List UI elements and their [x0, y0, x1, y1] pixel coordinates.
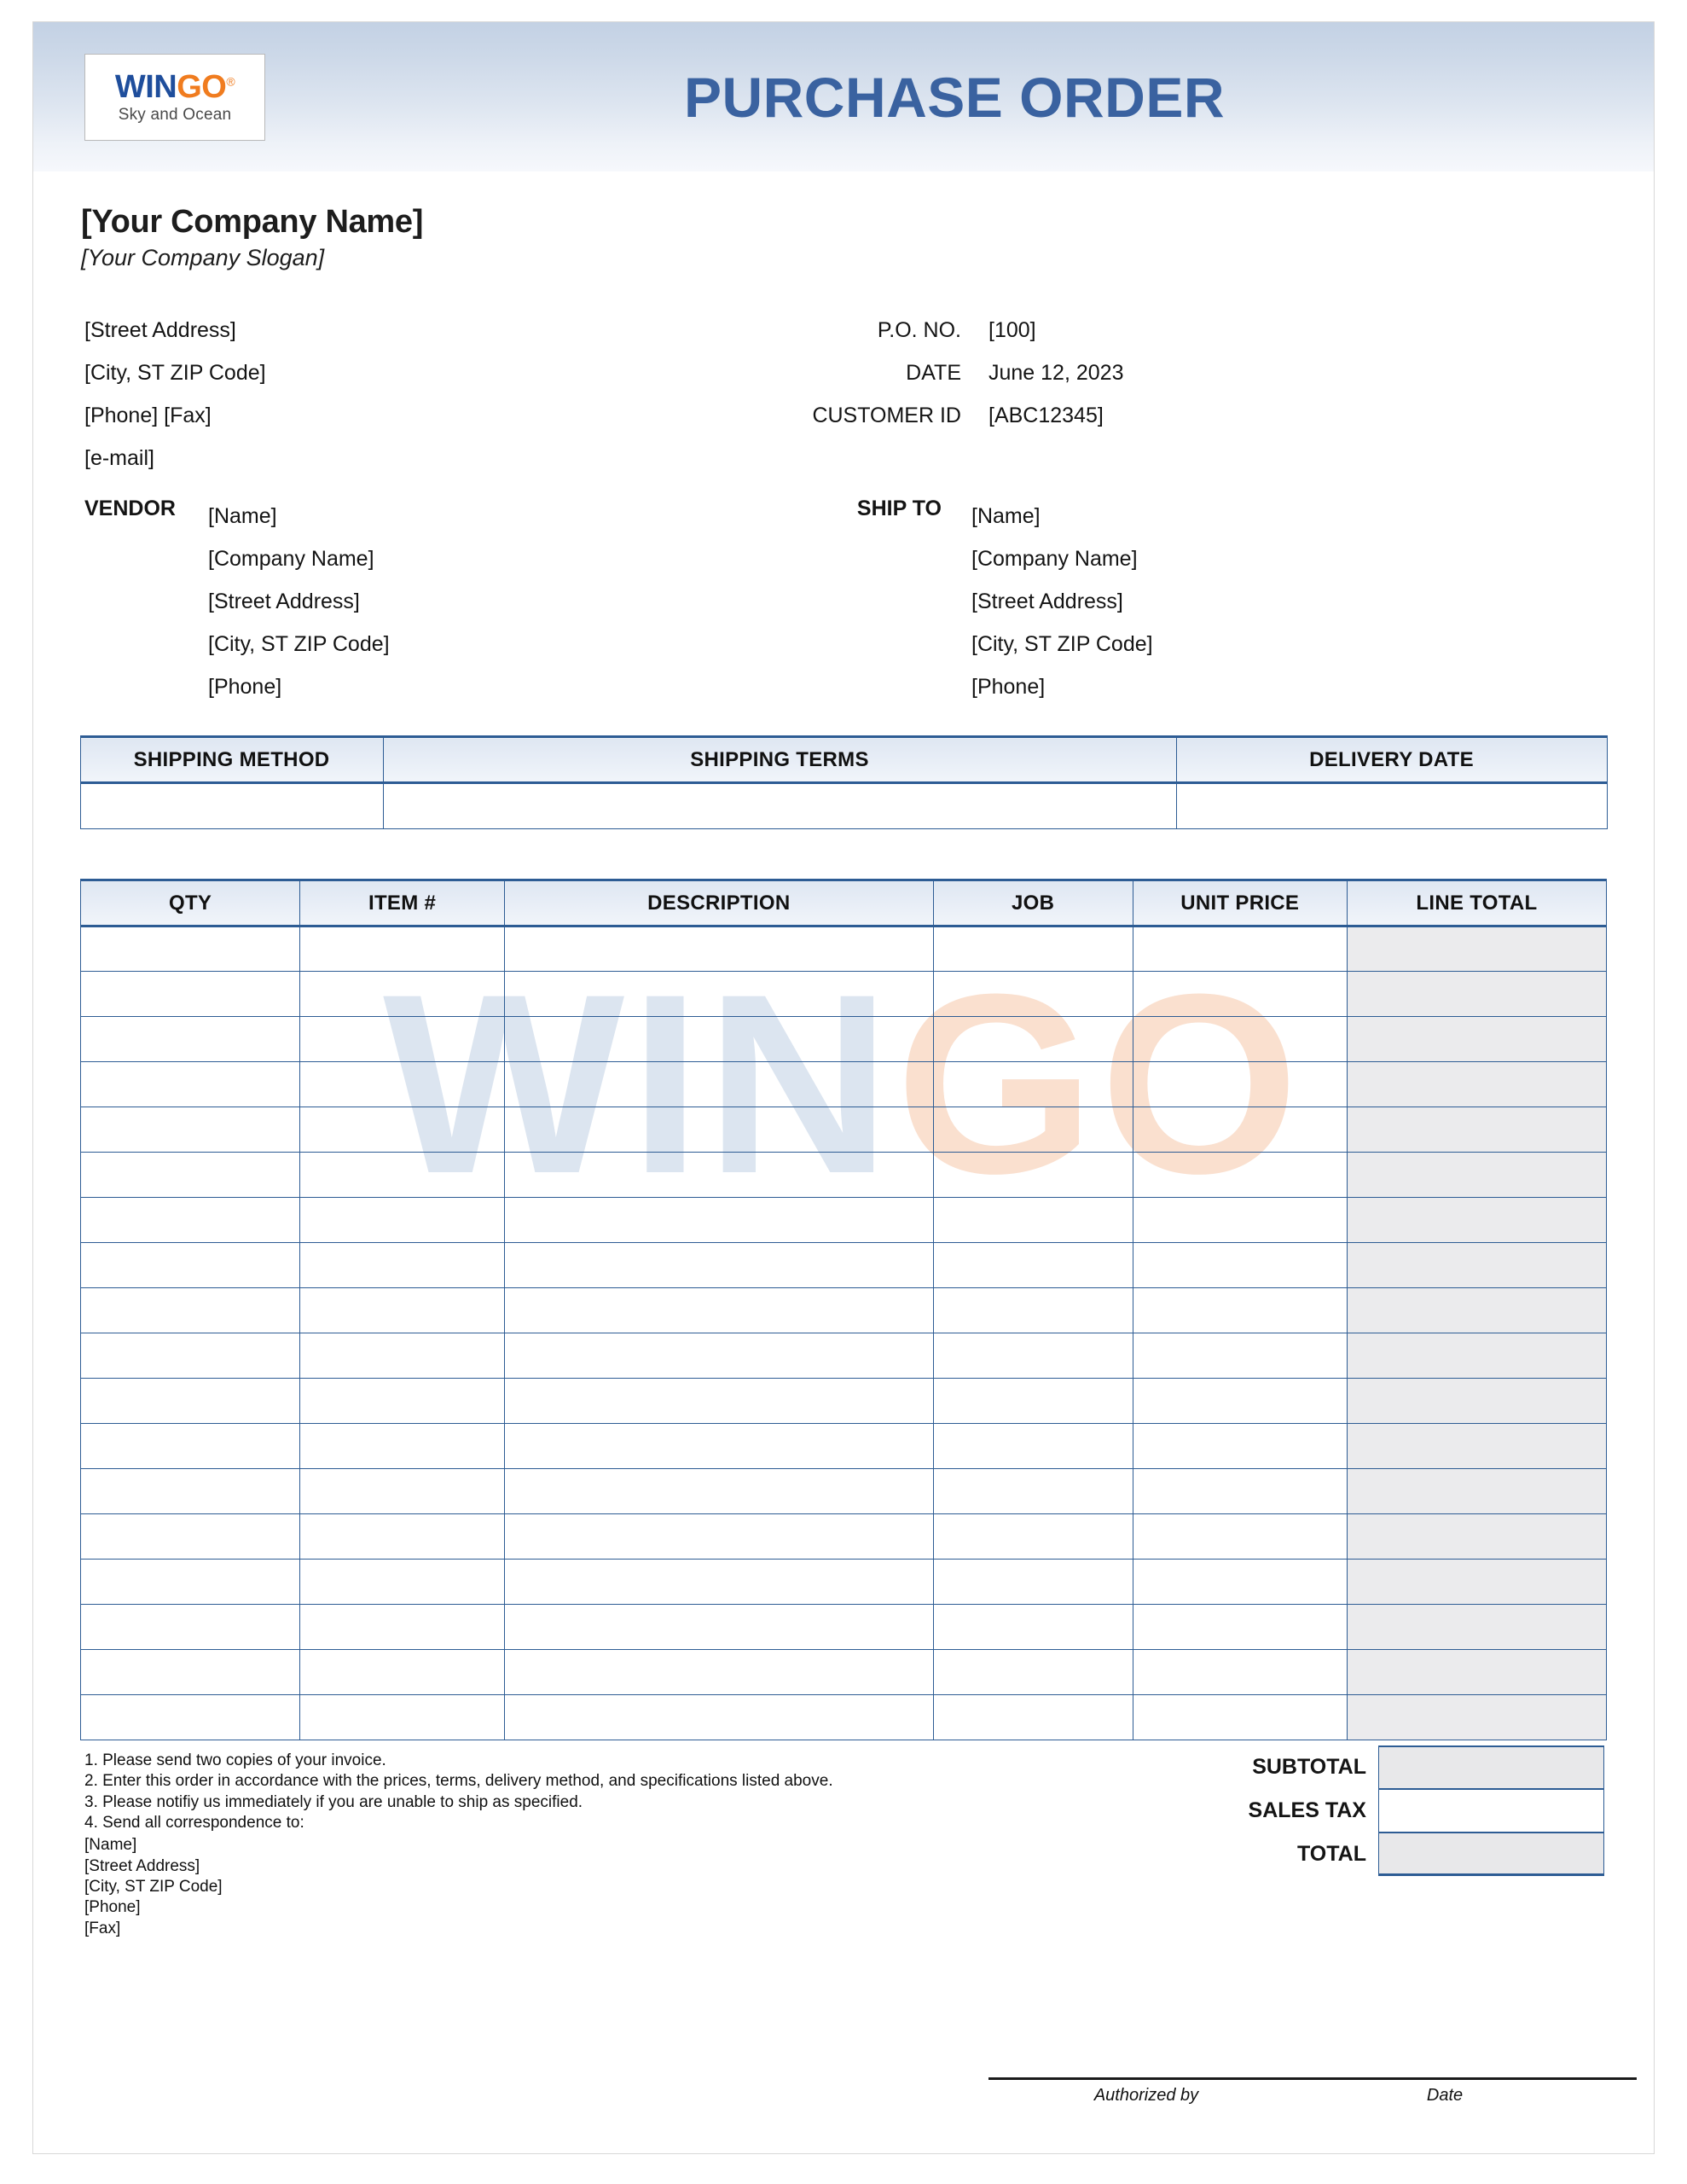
- sales-tax-row: [1212, 1789, 1604, 1833]
- cell-job[interactable]: [933, 1062, 1133, 1107]
- company-slogan: [Your Company Slogan]: [81, 245, 325, 270]
- cell-line-total[interactable]: [1347, 1153, 1606, 1198]
- signature-rule: [988, 2077, 1637, 2080]
- cell-job[interactable]: [933, 1514, 1133, 1560]
- column-header-unit-price: UNIT PRICE: [1133, 880, 1347, 926]
- watermark-text-win: WIN: [383, 940, 896, 1227]
- ship-to-line: [Phone]: [971, 675, 1046, 699]
- cell-description[interactable]: [504, 1198, 933, 1243]
- table-row: [80, 783, 1607, 829]
- table-row: [81, 1017, 1607, 1062]
- cell-job[interactable]: [933, 1424, 1133, 1469]
- subtotal-label: SUBTOTAL: [1252, 1755, 1366, 1779]
- items-table-wrap: [33, 879, 1654, 1740]
- page-title: PURCHASE ORDER: [683, 66, 1226, 129]
- logo-text-win: WIN: [114, 69, 177, 105]
- cell-qty[interactable]: [81, 1333, 300, 1379]
- cell-line-total[interactable]: [1347, 972, 1606, 1017]
- table-row: [81, 1333, 1607, 1379]
- vendor-block: [84, 495, 390, 708]
- table-row: [81, 1650, 1607, 1695]
- subtotal-value: [1378, 1745, 1604, 1789]
- vendor-label: VENDOR: [84, 497, 176, 520]
- watermark-text-go: GO: [896, 940, 1304, 1227]
- total-value: [1378, 1833, 1604, 1876]
- sales-tax-label: SALES TAX: [1248, 1798, 1366, 1822]
- cell-qty[interactable]: [81, 1288, 300, 1333]
- cell-description[interactable]: [504, 1560, 933, 1605]
- cell-shipping-terms[interactable]: [383, 783, 1176, 829]
- cell-line-total[interactable]: [1347, 1469, 1606, 1514]
- customer-id-value[interactable]: [ABC12345]: [988, 404, 1104, 427]
- notes-block: [84, 1751, 852, 1939]
- cell-description[interactable]: [504, 1469, 933, 1514]
- company-address-line: [Phone] [Fax]: [84, 404, 212, 427]
- cell-unit-price[interactable]: [1133, 1062, 1347, 1107]
- cell-qty[interactable]: [81, 1017, 300, 1062]
- po-number-label: P.O. NO.: [877, 318, 961, 342]
- cell-description[interactable]: [504, 1333, 933, 1379]
- cell-line-total[interactable]: [1347, 1288, 1606, 1333]
- cell-line-total[interactable]: [1347, 1017, 1606, 1062]
- column-header-description: DESCRIPTION: [504, 880, 933, 926]
- cell-description[interactable]: [504, 926, 933, 972]
- column-header-item-number: ITEM #: [300, 880, 505, 926]
- cell-item-number[interactable]: [300, 1062, 505, 1107]
- cell-qty[interactable]: [81, 972, 300, 1017]
- note-item: 1. Please send two copies of your invoice.: [84, 1751, 386, 1769]
- ship-to-line: [Street Address]: [971, 590, 1123, 613]
- cell-line-total[interactable]: [1347, 1424, 1606, 1469]
- cell-line-total[interactable]: [1347, 1650, 1606, 1695]
- cell-qty[interactable]: [81, 1062, 300, 1107]
- cell-line-total[interactable]: [1347, 1062, 1606, 1107]
- cell-unit-price[interactable]: [1133, 1017, 1347, 1062]
- footer-section: [33, 1745, 1654, 2027]
- shipping-table-header-row: [80, 737, 1607, 783]
- subtotal-row: [1212, 1745, 1604, 1789]
- cell-description[interactable]: [504, 1288, 933, 1333]
- cell-job[interactable]: [933, 1560, 1133, 1605]
- correspondence-line: [Phone]: [84, 1898, 141, 1917]
- cell-qty[interactable]: [81, 1424, 300, 1469]
- cell-job[interactable]: [933, 1695, 1133, 1740]
- vendor-line: [Phone]: [208, 675, 282, 699]
- cell-item-number[interactable]: [300, 1198, 505, 1243]
- vendor-line: [Name]: [208, 504, 277, 528]
- company-address-line: [City, ST ZIP Code]: [84, 361, 266, 385]
- cell-line-total[interactable]: [1347, 1605, 1606, 1650]
- cell-item-number[interactable]: [300, 1333, 505, 1379]
- order-info-row: [801, 351, 1123, 394]
- cell-job[interactable]: [933, 1469, 1133, 1514]
- vendor-line: [Street Address]: [208, 590, 360, 613]
- cell-job[interactable]: [933, 1198, 1133, 1243]
- cell-qty[interactable]: [81, 1695, 300, 1740]
- company-identity: [33, 171, 1654, 271]
- cell-unit-price[interactable]: [1133, 1198, 1347, 1243]
- shipping-table-wrap: [33, 735, 1654, 829]
- column-header-job: JOB: [933, 880, 1133, 926]
- ship-to-address[interactable]: [971, 495, 1153, 708]
- signature-section: [988, 2077, 1637, 2106]
- cell-item-number[interactable]: [300, 1243, 505, 1288]
- cell-unit-price[interactable]: [1133, 1153, 1347, 1198]
- company-address-line: [e-mail]: [84, 446, 154, 470]
- column-header-delivery-date: DELIVERY DATE: [1176, 737, 1607, 783]
- cell-qty[interactable]: [81, 1107, 300, 1153]
- cell-line-total[interactable]: [1347, 926, 1606, 972]
- cell-unit-price[interactable]: [1133, 1560, 1347, 1605]
- cell-qty[interactable]: [81, 1650, 300, 1695]
- totals-block: [1212, 1745, 1604, 1876]
- order-info-row: [801, 309, 1123, 351]
- correspondence-line: [Street Address]: [84, 1856, 200, 1875]
- table-row: [81, 1469, 1607, 1514]
- correspondence-line: [City, ST ZIP Code]: [84, 1877, 223, 1896]
- cell-item-number[interactable]: [300, 1605, 505, 1650]
- po-number-value[interactable]: [100]: [988, 318, 1036, 342]
- cell-unit-price[interactable]: [1133, 1107, 1347, 1153]
- registered-trademark-icon: ®: [226, 74, 235, 89]
- cell-qty[interactable]: [81, 1379, 300, 1424]
- order-info-block: [801, 309, 1123, 437]
- cell-qty[interactable]: [81, 1198, 300, 1243]
- cell-job[interactable]: [933, 926, 1133, 972]
- cell-item-number[interactable]: [300, 1514, 505, 1560]
- table-row: [81, 972, 1607, 1017]
- cell-unit-price[interactable]: [1133, 926, 1347, 972]
- items-table-header-row: [81, 880, 1607, 926]
- cell-unit-price[interactable]: [1133, 1695, 1347, 1740]
- cell-description[interactable]: [504, 1017, 933, 1062]
- cell-shipping-method[interactable]: [80, 783, 383, 829]
- cell-unit-price[interactable]: [1133, 1288, 1347, 1333]
- total-label: TOTAL: [1296, 1842, 1366, 1866]
- correspondence-line: [Name]: [84, 1836, 137, 1855]
- cell-job[interactable]: [933, 1243, 1133, 1288]
- column-header-shipping-terms: SHIPPING TERMS: [383, 737, 1176, 783]
- items-table-body: [81, 926, 1607, 1740]
- cell-item-number[interactable]: [300, 926, 505, 972]
- vendor-address[interactable]: [208, 495, 390, 708]
- table-row: [81, 1560, 1607, 1605]
- cell-job[interactable]: [933, 1017, 1133, 1062]
- cell-description[interactable]: [504, 1605, 933, 1650]
- table-row: [81, 1695, 1607, 1740]
- cell-unit-price[interactable]: [1133, 1379, 1347, 1424]
- cell-line-total[interactable]: [1347, 1107, 1606, 1153]
- cell-delivery-date[interactable]: [1176, 783, 1607, 829]
- note-item: 4. Send all correspondence to:: [84, 1813, 304, 1832]
- cell-job[interactable]: [933, 1333, 1133, 1379]
- parties-section: [33, 495, 1654, 725]
- cell-item-number[interactable]: [300, 1560, 505, 1605]
- signature-labels: [988, 2086, 1637, 2106]
- cell-line-total[interactable]: [1347, 1560, 1606, 1605]
- cell-qty[interactable]: [81, 926, 300, 972]
- ship-to-line: [Name]: [971, 504, 1041, 528]
- cell-line-total[interactable]: [1347, 1695, 1606, 1740]
- cell-item-number[interactable]: [300, 1017, 505, 1062]
- company-name: [Your Company Name]: [81, 204, 424, 240]
- note-item: 2. Enter this order in accordance with the prices, terms, delivery method, and specifications listed above.: [84, 1772, 833, 1791]
- table-row: [81, 1062, 1607, 1107]
- date-value[interactable]: June 12, 2023: [988, 361, 1124, 385]
- cell-unit-price[interactable]: [1133, 972, 1347, 1017]
- cell-description[interactable]: [504, 972, 933, 1017]
- date-label: DATE: [906, 361, 961, 385]
- cell-description[interactable]: [504, 1062, 933, 1107]
- cell-item-number[interactable]: [300, 1288, 505, 1333]
- cell-job[interactable]: [933, 1605, 1133, 1650]
- table-row: [81, 1379, 1607, 1424]
- cell-item-number[interactable]: [300, 1107, 505, 1153]
- cell-job[interactable]: [933, 1288, 1133, 1333]
- company-address-block: [84, 309, 266, 479]
- table-row: [81, 1153, 1607, 1198]
- logo-tagline: Sky and Ocean: [118, 106, 232, 124]
- cell-line-total[interactable]: [1347, 1379, 1606, 1424]
- table-row: [81, 1243, 1607, 1288]
- cell-description[interactable]: [504, 1514, 933, 1560]
- cell-job[interactable]: [933, 972, 1133, 1017]
- cell-item-number[interactable]: [300, 1695, 505, 1740]
- cell-qty[interactable]: [81, 1243, 300, 1288]
- cell-qty[interactable]: [81, 1153, 300, 1198]
- order-info-row: [801, 394, 1123, 437]
- cell-qty[interactable]: [81, 1560, 300, 1605]
- column-header-qty: QTY: [81, 880, 300, 926]
- company-address-line: [Street Address]: [84, 318, 236, 342]
- cell-item-number[interactable]: [300, 1153, 505, 1198]
- authorized-by-label: Authorized by: [1093, 2086, 1199, 2105]
- cell-item-number[interactable]: [300, 972, 505, 1017]
- table-row: [81, 1424, 1607, 1469]
- cell-item-number[interactable]: [300, 1469, 505, 1514]
- cell-description[interactable]: [504, 1153, 933, 1198]
- cell-description[interactable]: [504, 1695, 933, 1740]
- cell-description[interactable]: [504, 1650, 933, 1695]
- sales-tax-input[interactable]: [1378, 1789, 1604, 1833]
- ship-to-block: [835, 495, 1153, 708]
- cell-unit-price[interactable]: [1133, 1650, 1347, 1695]
- cell-line-total[interactable]: [1347, 1198, 1606, 1243]
- vendor-line: [Company Name]: [208, 547, 374, 571]
- cell-line-total[interactable]: [1347, 1333, 1606, 1379]
- table-row: [81, 1605, 1607, 1650]
- note-item: 3. Please notifiy us immediately if you are unable to ship as specified.: [84, 1792, 583, 1811]
- total-row: [1212, 1833, 1604, 1876]
- items-table: [80, 879, 1607, 1740]
- cell-unit-price[interactable]: [1133, 1514, 1347, 1560]
- cell-job[interactable]: [933, 1379, 1133, 1424]
- cell-unit-price[interactable]: [1133, 1333, 1347, 1379]
- cell-description[interactable]: [504, 1107, 933, 1153]
- cell-unit-price[interactable]: [1133, 1243, 1347, 1288]
- cell-job[interactable]: [933, 1107, 1133, 1153]
- cell-unit-price[interactable]: [1133, 1424, 1347, 1469]
- cell-description[interactable]: [504, 1424, 933, 1469]
- vendor-line: [City, ST ZIP Code]: [208, 632, 390, 656]
- correspondence-line: [Fax]: [84, 1919, 121, 1937]
- customer-id-label: CUSTOMER ID: [812, 404, 961, 427]
- cell-unit-price[interactable]: [1133, 1469, 1347, 1514]
- table-row: [81, 926, 1607, 972]
- document-sheet: [32, 21, 1655, 2154]
- logo-text-go: GO: [177, 69, 227, 105]
- ship-to-line: [City, ST ZIP Code]: [971, 632, 1153, 656]
- cell-unit-price[interactable]: [1133, 1605, 1347, 1650]
- cell-qty[interactable]: [81, 1605, 300, 1650]
- cell-job[interactable]: [933, 1153, 1133, 1198]
- cell-description[interactable]: [504, 1379, 933, 1424]
- cell-item-number[interactable]: [300, 1424, 505, 1469]
- shipping-table: [80, 735, 1608, 829]
- cell-line-total[interactable]: [1347, 1514, 1606, 1560]
- cell-item-number[interactable]: [300, 1379, 505, 1424]
- cell-item-number[interactable]: [300, 1650, 505, 1695]
- meta-section: [33, 309, 1654, 479]
- table-row: [81, 1107, 1607, 1153]
- cell-qty[interactable]: [81, 1469, 300, 1514]
- table-row: [81, 1288, 1607, 1333]
- ship-to-label: SHIP TO: [856, 497, 942, 520]
- cell-line-total[interactable]: [1347, 1243, 1606, 1288]
- cell-job[interactable]: [933, 1650, 1133, 1695]
- header-banner: [33, 22, 1654, 171]
- ship-to-line: [Company Name]: [971, 547, 1138, 571]
- column-header-line-total: LINE TOTAL: [1347, 880, 1606, 926]
- cell-description[interactable]: [504, 1243, 933, 1288]
- table-row: [81, 1198, 1607, 1243]
- table-row: [81, 1514, 1607, 1560]
- signature-date-label: Date: [1426, 2086, 1464, 2105]
- column-header-shipping-method: SHIPPING METHOD: [80, 737, 383, 783]
- cell-qty[interactable]: [81, 1514, 300, 1560]
